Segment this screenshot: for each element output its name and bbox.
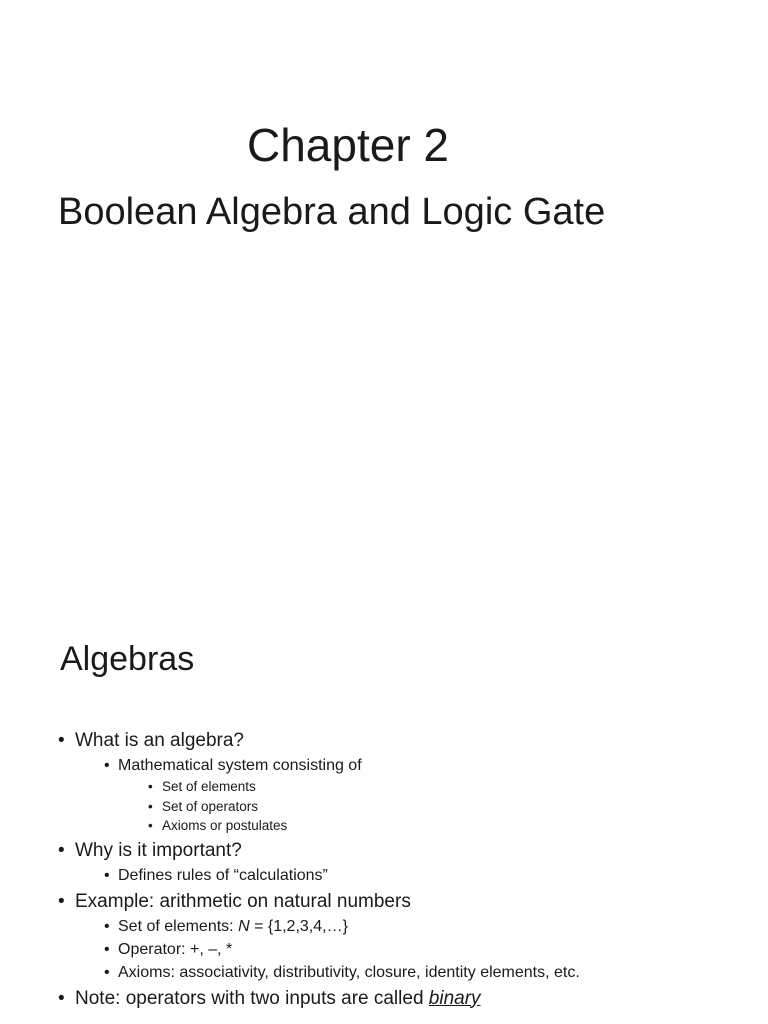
bullet-text: What is an algebra?: [75, 730, 244, 751]
sub-bullet-set-of-elements: [104, 915, 580, 938]
sub-bullet-axioms: [104, 961, 580, 984]
bullet-what-is-algebra: [58, 728, 580, 836]
sub-bullet-list: [75, 754, 580, 836]
bullet-example: [58, 889, 580, 984]
sub-sub-bullet-axioms: [148, 816, 580, 836]
sub-bullet-text: Mathematical system consisting of: [118, 757, 362, 774]
sub-sub-bullet-list: [118, 777, 580, 836]
sub-bullet-text: Set of elements:: [118, 917, 239, 935]
bullet-text: Example: arithmetic on natural numbers: [75, 890, 411, 912]
bullet-text: Note: operators with two inputs are called: [75, 987, 429, 1009]
sub-bullet-list: [75, 915, 580, 984]
bullet-text: Why is it important?: [75, 839, 242, 861]
sub-sub-bullet-text: Axioms or postulates: [162, 818, 288, 833]
sub-bullet-text: Defines rules of “calculations”: [118, 866, 328, 884]
sub-sub-bullet-text: Set of operators: [162, 798, 259, 814]
chapter-title: Chapter 2: [246, 119, 449, 171]
sub-sub-bullet-set-of-operators: [148, 797, 580, 817]
bullet-why-important: [58, 838, 580, 887]
sub-bullet-text: Axioms: associativity, distributivity, closure, identity elements, etc.: [118, 963, 580, 981]
emphasized-term: binary: [428, 987, 481, 1009]
section-title: Algebras: [60, 640, 195, 678]
sub-bullet-text: Operator: +, –, *: [118, 940, 233, 958]
sub-sub-bullet-set-of-elements: [148, 777, 580, 797]
sub-bullet-operator: [104, 938, 580, 961]
bullet-list: [58, 728, 580, 1012]
sub-bullet-mathematical-system: [104, 754, 580, 836]
sub-bullet-text: = {1,2,3,4,…}: [249, 917, 348, 935]
sub-bullet-list: [75, 864, 580, 887]
bullet-note: [58, 986, 580, 1012]
chapter-subtitle: Boolean Algebra and Logic Gate: [58, 191, 606, 233]
sub-sub-bullet-text: Set of elements: [162, 779, 256, 794]
math-variable: N: [238, 917, 250, 935]
sub-bullet-defines-rules: [104, 864, 580, 887]
